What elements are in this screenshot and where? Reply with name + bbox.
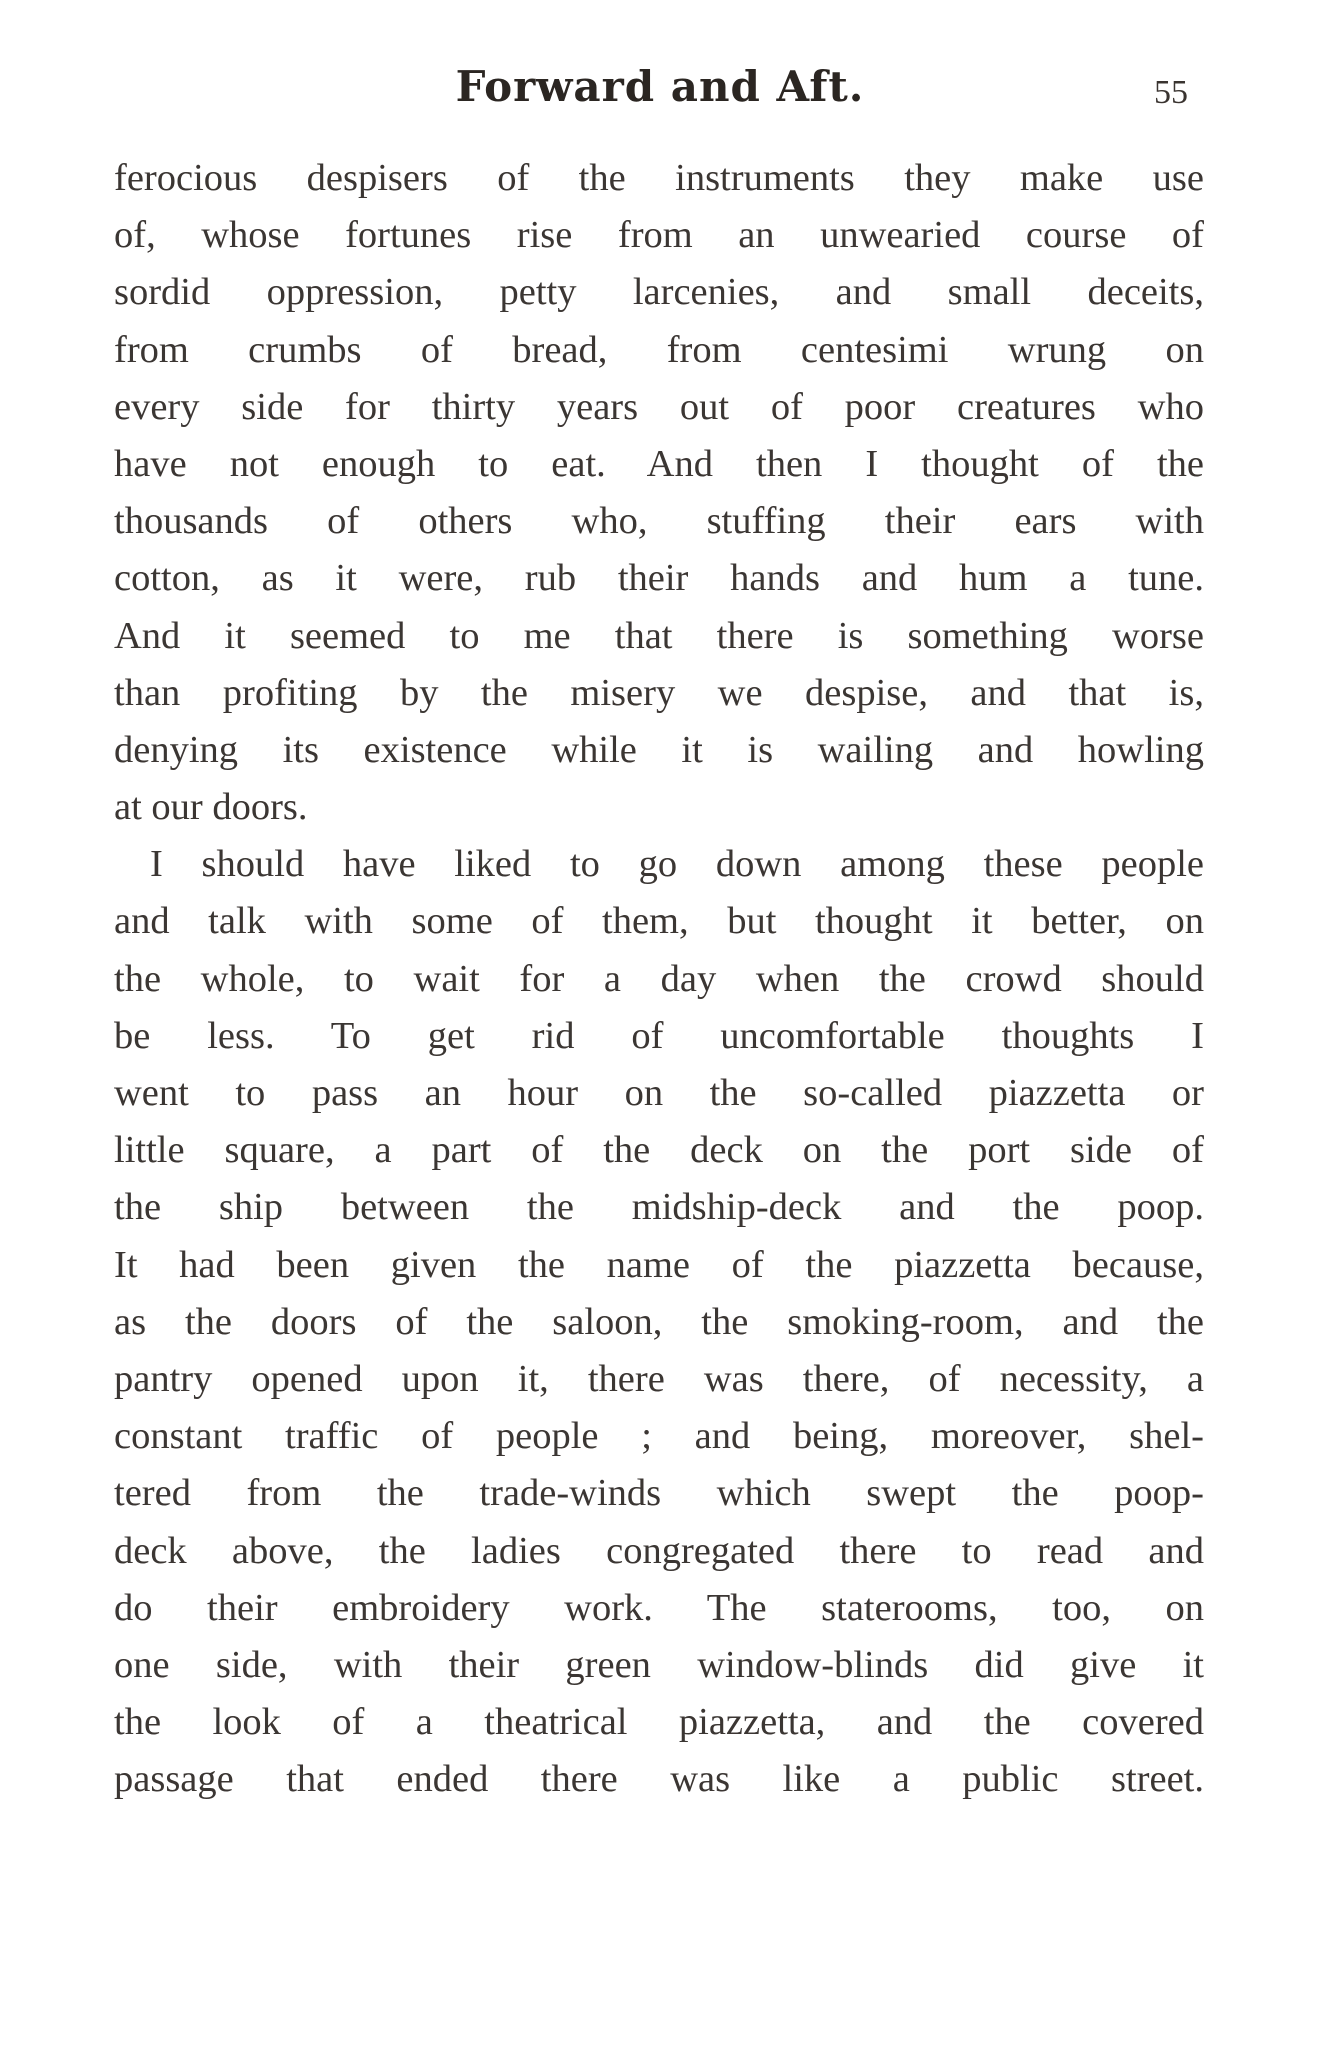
- text-line: the ship between the midship-deck and the poop.: [114, 1186, 1204, 1229]
- text-line: went to pass an hour on the so-called piazzetta or: [114, 1072, 1204, 1114]
- paragraph-end-line: at our doors.: [114, 786, 308, 829]
- paragraph-start-line: I should have liked to go down among these people: [150, 843, 1204, 886]
- text-line: every side for thirty years out of poor creatures who: [114, 385, 1204, 428]
- text-line: ferocious despisers of the instruments they make use: [114, 157, 1204, 199]
- text-line: of, whose fortunes rise from an unwearied course of: [114, 214, 1204, 257]
- text-line: be less. To get rid of uncomfortable thoughts I: [114, 1014, 1204, 1057]
- text-line: little square, a part of the deck on the port side of: [114, 1129, 1204, 1172]
- text-line: cotton, as it were, rub their hands and hum a tune.: [114, 557, 1204, 600]
- text-line: constant traffic of people ; and being, moreover, shel-: [114, 1415, 1204, 1458]
- body-text: [114, 150, 1204, 1808]
- text-line: than profiting by the misery we despise, and that is,: [114, 671, 1204, 714]
- text-line: It had been given the name of the piazzetta because,: [114, 1243, 1204, 1286]
- text-line: pantry opened upon it, there was there, of necessity, a: [114, 1357, 1204, 1400]
- text-line: from crumbs of bread, from centesimi wrung on: [114, 328, 1204, 371]
- running-title: Forward and Aft.: [455, 62, 865, 111]
- text-line: thousands of others who, stuffing their ears with: [114, 500, 1204, 543]
- text-line: passage that ended there was like a public street.: [114, 1758, 1204, 1801]
- text-line: and talk with some of them, but thought it better, on: [114, 900, 1204, 943]
- text-line: the whole, to wait for a day when the crowd should: [114, 957, 1204, 1000]
- text-line: And it seemed to me that there is something worse: [114, 614, 1204, 657]
- text-line: denying its existence while it is wailing and howling: [114, 728, 1204, 771]
- text-line: deck above, the ladies congregated there to read and: [114, 1529, 1204, 1572]
- text-line: one side, with their green window-blinds did give it: [114, 1643, 1204, 1686]
- text-line: do their embroidery work. The staterooms, too, on: [114, 1586, 1204, 1629]
- page-number: 55: [1154, 74, 1188, 111]
- running-head: [0, 58, 1328, 118]
- text-line: have not enough to eat. And then I thought of the: [114, 442, 1204, 485]
- text-line: as the doors of the saloon, the smoking-room, and the: [114, 1300, 1204, 1343]
- text-line: sordid oppression, petty larcenies, and small deceits,: [114, 271, 1204, 314]
- text-line: the look of a theatrical piazzetta, and the covered: [114, 1701, 1204, 1744]
- text-line: tered from the trade-winds which swept the poop-: [114, 1472, 1204, 1515]
